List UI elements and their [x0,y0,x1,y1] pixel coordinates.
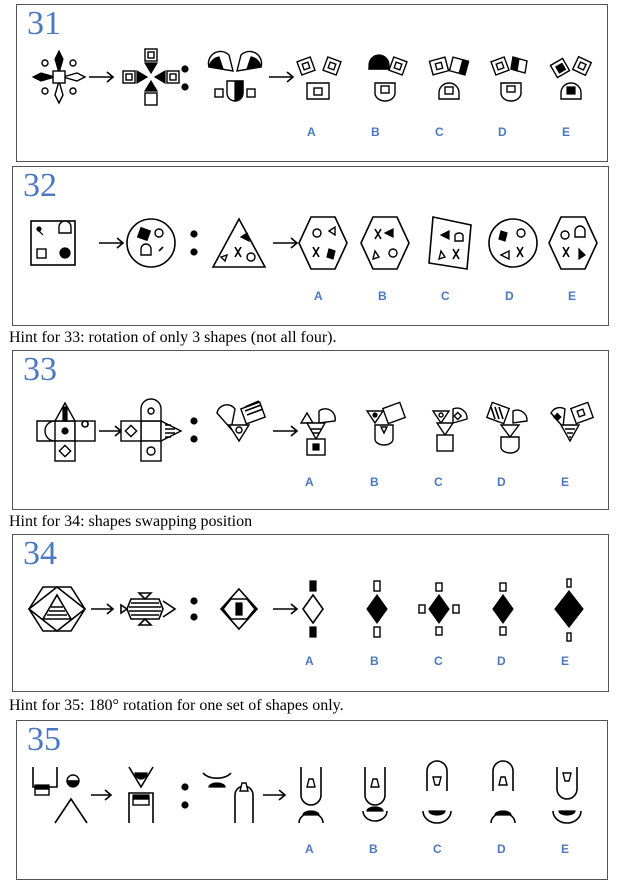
q33-option-A [301,409,335,455]
q32-label-A[interactable]: A [314,289,323,303]
q35-label-E[interactable]: E [561,842,570,856]
q34-colon-top [191,598,197,604]
q31-label-E[interactable]: E [562,125,571,139]
q31-colon-bottom [182,84,188,90]
q33-colon-top [191,418,197,424]
q32-option-B [361,217,409,269]
q32-label-E[interactable]: E [568,289,577,303]
q33-figure-3 [217,401,265,441]
question-35-panel [16,720,608,880]
q34-colon-bottom [191,614,197,620]
q32-figure-2 [127,219,175,267]
q35-option-B [363,767,387,821]
q31-label-A[interactable]: A [307,125,316,139]
q32-option-D [489,219,537,267]
q31-option-A [297,57,341,99]
q32-option-C [429,217,471,269]
q31-option-D [491,57,527,101]
hint-q33: Hint for 33: rotation of only 3 shapes (not all four). [9,329,337,346]
q32-figure-1 [31,221,75,265]
q33-label-C[interactable]: C [434,475,443,489]
q32-label-C[interactable]: C [441,289,450,303]
q31-option-E [550,57,591,99]
q35-option-E [553,767,581,823]
q32-arrow-1 [99,238,123,248]
question-31-figure [17,5,609,163]
q31-arrow-2 [269,72,293,82]
q35-option-A [299,767,323,823]
q34-label-C[interactable]: C [434,654,443,668]
q33-label-E[interactable]: E [561,475,570,489]
q32-colon-bottom [191,249,197,255]
q33-option-E [551,402,593,441]
q34-label-A[interactable]: A [305,654,314,668]
q33-option-D [487,402,527,453]
q34-option-D [493,583,513,635]
q33-arrow-2 [273,426,297,436]
q31-label-D[interactable]: D [498,125,507,139]
q35-option-C [423,761,451,823]
q35-figure-3 [203,773,253,823]
q34-option-B [367,581,387,637]
question-32-figure [13,167,610,327]
question-number: 34 [23,535,57,572]
q35-label-D[interactable]: D [497,842,506,856]
question-number: 33 [23,351,57,388]
q35-colon-bottom [182,802,188,808]
q35-label-B[interactable]: B [369,842,378,856]
q31-figure-3 [208,51,261,101]
question-34-panel [12,534,609,692]
q31-figure-1 [33,51,85,103]
q33-figure-2 [121,399,181,461]
q33-option-B [367,402,405,445]
q34-label-E[interactable]: E [561,654,570,668]
q31-label-C[interactable]: C [435,125,444,139]
hint-q34: Hint for 34: shapes swapping position [9,513,253,530]
question-35-figure [17,721,609,881]
q31-option-C [429,57,468,99]
q34-figure-3 [221,589,257,629]
q35-arrow-2 [263,790,285,800]
q31-label-B[interactable]: B [371,125,380,139]
q31-arrow-1 [89,72,113,82]
q32-figure-3 [213,219,265,267]
question-31-panel [16,4,608,162]
q35-label-A[interactable]: A [305,842,314,856]
q32-arrow-2 [273,238,297,248]
hint-q35: Hint for 35: 180° rotation for one set of shapes only. [9,697,344,714]
q34-label-D[interactable]: D [497,654,506,668]
q35-figure-1 [33,767,87,823]
question-number: 32 [23,167,57,204]
q35-arrow-1 [91,790,111,800]
question-33-figure [13,351,610,511]
q31-figure-2 [123,49,179,105]
q33-option-C [433,408,467,451]
q34-option-C [419,583,459,635]
q34-option-A [303,581,323,637]
q34-arrow-1 [91,604,113,614]
q35-label-C[interactable]: C [433,842,442,856]
q33-label-A[interactable]: A [305,475,314,489]
q31-option-B [369,55,407,101]
q34-figure-2 [121,593,175,625]
q34-label-B[interactable]: B [370,654,379,668]
question-32-panel [12,166,609,326]
question-number: 35 [27,721,61,758]
q32-label-D[interactable]: D [505,289,514,303]
q32-label-B[interactable]: B [378,289,387,303]
q33-label-B[interactable]: B [370,475,379,489]
q33-label-D[interactable]: D [497,475,506,489]
q34-figure-1 [29,587,85,631]
q31-colon-top [182,66,188,72]
q33-colon-bottom [191,436,197,442]
q35-option-D [491,761,515,823]
question-34-figure [13,535,610,693]
q34-arrow-2 [273,604,297,614]
question-33-panel [12,350,609,510]
q32-option-E [549,217,597,269]
q35-figure-2 [129,767,153,823]
question-number: 31 [27,5,61,42]
q32-colon-top [191,231,197,237]
q32-option-A [299,217,347,269]
q33-figure-1 [37,403,95,461]
q33-arrow-1 [99,426,121,436]
q34-option-E [555,579,583,641]
q35-colon-top [182,784,188,790]
